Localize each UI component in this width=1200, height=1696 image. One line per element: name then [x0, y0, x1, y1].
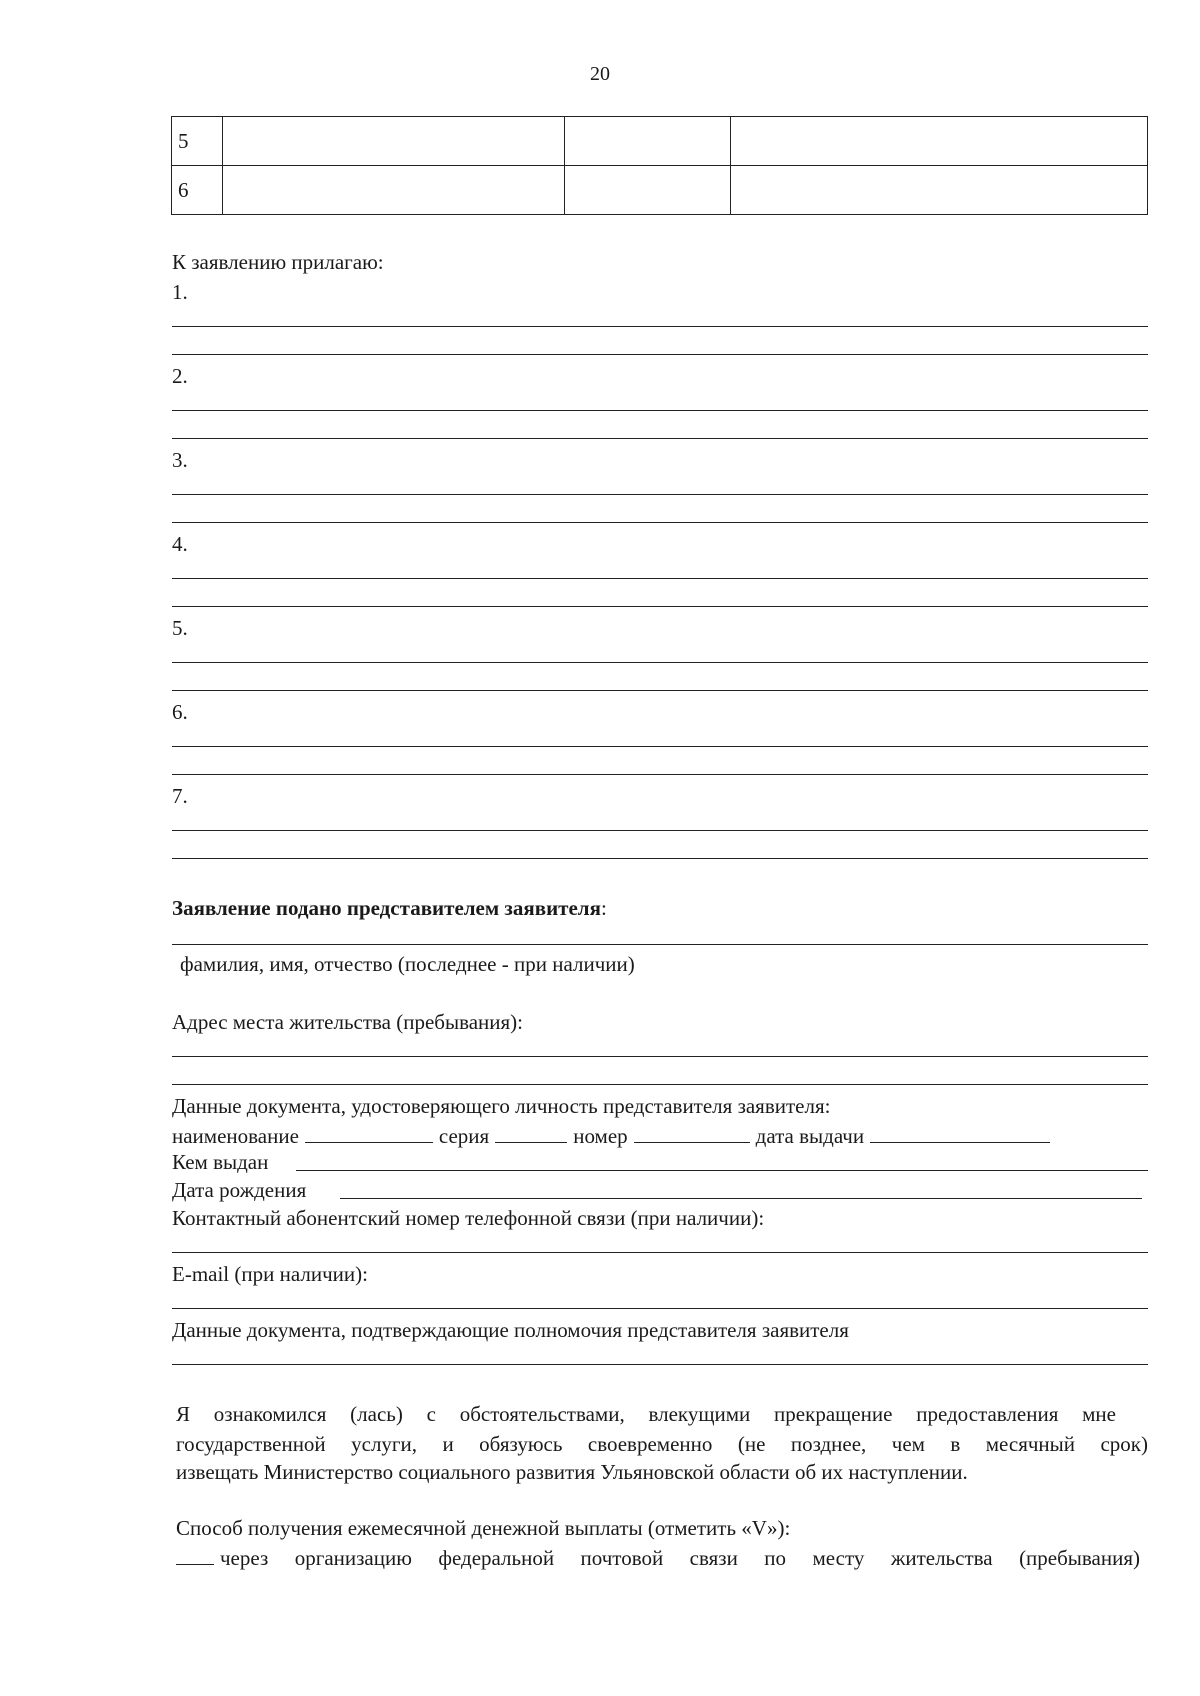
fill-line[interactable] [172, 690, 1148, 691]
doc-number-label: номер [573, 1124, 628, 1148]
statement-line-2: государственной услуги, и обязуюсь своевременно (не позднее, чем в месячный срок) [176, 1432, 1148, 1456]
statement-line-1: Я ознакомился (лась) с обстоятельствами, влекущими прекращение предоставления мне [176, 1402, 1116, 1426]
birth-date-field[interactable] [340, 1198, 1142, 1199]
payment-option-1-checkbox[interactable] [176, 1564, 214, 1565]
fill-line[interactable] [172, 746, 1148, 747]
fill-line[interactable] [172, 830, 1148, 831]
doc-date-label: дата выдачи [755, 1124, 865, 1148]
doc-name-label: наименование [172, 1124, 299, 1148]
fill-line[interactable] [172, 438, 1148, 439]
email-field[interactable] [172, 1308, 1148, 1309]
fill-line[interactable] [172, 494, 1148, 495]
representative-heading-text: Заявление подано представителем заявителя [172, 896, 601, 920]
id-document-label: Данные документа, удостоверяющего личность представителя заявителя: [172, 1094, 831, 1118]
attachment-item-1: 1. [172, 280, 188, 304]
attachment-item-7: 7. [172, 784, 188, 808]
fill-line[interactable] [172, 606, 1148, 607]
fill-line[interactable] [172, 522, 1148, 523]
payment-option-1-label: через организацию федеральной почтовой связи по месту жительства (пребывания) [220, 1546, 1140, 1570]
address-line[interactable] [172, 1084, 1148, 1085]
birth-date-label: Дата рождения [172, 1178, 307, 1202]
attachment-item-3: 3. [172, 448, 188, 472]
phone-field[interactable] [172, 1252, 1148, 1253]
attachments-title: К заявлению прилагаю: [172, 250, 384, 274]
attachment-item-2: 2. [172, 364, 188, 388]
issued-by-field[interactable] [296, 1170, 1148, 1171]
payment-method-label: Способ получения ежемесячной денежной выплаты (отметить «V»): [176, 1516, 791, 1540]
row-number: 6 [172, 166, 223, 215]
address-line[interactable] [172, 1056, 1148, 1057]
table-row [172, 166, 1148, 215]
heading-colon: : [600, 896, 607, 920]
table-cell [223, 117, 565, 166]
fill-line[interactable] [172, 354, 1148, 355]
issued-by-label: Кем выдан [172, 1150, 269, 1174]
page-number: 20 [590, 63, 610, 85]
attachment-item-6: 6. [172, 700, 188, 724]
address-label: Адрес места жительства (пребывания): [172, 1010, 524, 1034]
table-cell [223, 166, 565, 215]
phone-label: Контактный абонентский номер телефонной связи (при наличии): [172, 1206, 765, 1230]
id-document-fields [172, 1124, 1056, 1147]
fill-line[interactable] [172, 578, 1148, 579]
table-cell [565, 117, 731, 166]
row-number: 5 [172, 117, 223, 166]
statement-line-3: извещать Министерство социального развития Ульяновской области об их наступлении. [176, 1460, 968, 1484]
table-cell [731, 117, 1148, 166]
fill-line[interactable] [172, 410, 1148, 411]
fio-caption: фамилия, имя, отчество (последнее - при наличии) [180, 952, 635, 976]
table-cell [731, 166, 1148, 215]
attachment-item-4: 4. [172, 532, 188, 556]
fill-line[interactable] [172, 662, 1148, 663]
doc-series-label: серия [438, 1124, 490, 1148]
table-row [172, 117, 1148, 166]
doc-number-field[interactable] [634, 1124, 750, 1143]
fill-line[interactable] [172, 858, 1148, 859]
fill-line[interactable] [172, 326, 1148, 327]
doc-name-field[interactable] [305, 1124, 433, 1143]
email-label: E-mail (при наличии): [172, 1262, 368, 1286]
representative-heading [172, 898, 607, 919]
authority-field[interactable] [172, 1364, 1148, 1365]
doc-series-field[interactable] [495, 1124, 567, 1143]
attachment-item-5: 5. [172, 616, 188, 640]
authority-label: Данные документа, подтверждающие полномочия представителя заявителя [172, 1318, 849, 1342]
fill-line[interactable] [172, 774, 1148, 775]
continuation-table [171, 116, 1148, 215]
fio-line[interactable] [172, 944, 1148, 945]
doc-date-field[interactable] [870, 1124, 1050, 1143]
table-cell [565, 166, 731, 215]
